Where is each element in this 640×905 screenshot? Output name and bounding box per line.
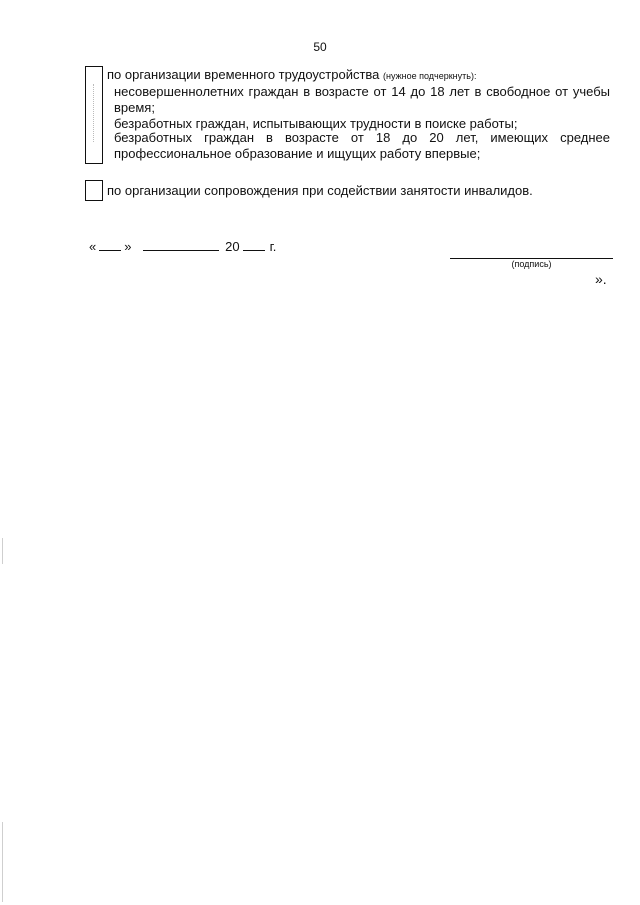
closing-mark: ».	[595, 271, 607, 287]
date-close-quote: »	[124, 239, 132, 254]
employment-lead: по организации временного трудоустройства	[107, 67, 380, 82]
disabled-support-checkbox[interactable]	[85, 180, 103, 201]
signature-caption: (подпись)	[511, 259, 552, 269]
year-prefix: 20	[225, 239, 240, 254]
scan-edge-mark	[2, 538, 3, 564]
month-blank[interactable]	[143, 238, 219, 251]
employment-option-graduates: безработных граждан в возрасте от 18 до 20 лет, имеющих среднее	[114, 130, 610, 145]
dotted-guide	[93, 84, 95, 142]
employment-option-difficulty: безработных граждан, испытывающих трудности в поиске работы;	[114, 116, 518, 131]
year-suffix: г.	[269, 239, 277, 254]
date-open-quote: «	[89, 239, 97, 254]
employment-note: (нужное подчеркнуть):	[383, 71, 477, 81]
disabled-support-label: по организации сопровождения при содействии занятости инвалидов.	[107, 183, 533, 198]
employment-option-minors: несовершеннолетних граждан в возрасте от 14 до 18 лет в свободное от учебы	[114, 84, 610, 99]
employment-option-minors-cont: время;	[114, 100, 155, 115]
scan-edge-mark-lower	[2, 822, 3, 902]
employment-heading	[107, 67, 476, 84]
employment-option-graduates-cont: профессиональное образование и ищущих работу впервые;	[114, 146, 481, 161]
date-field	[89, 238, 276, 254]
page-number: 50	[313, 40, 327, 54]
year-blank[interactable]	[243, 238, 265, 251]
day-blank[interactable]	[99, 238, 121, 251]
